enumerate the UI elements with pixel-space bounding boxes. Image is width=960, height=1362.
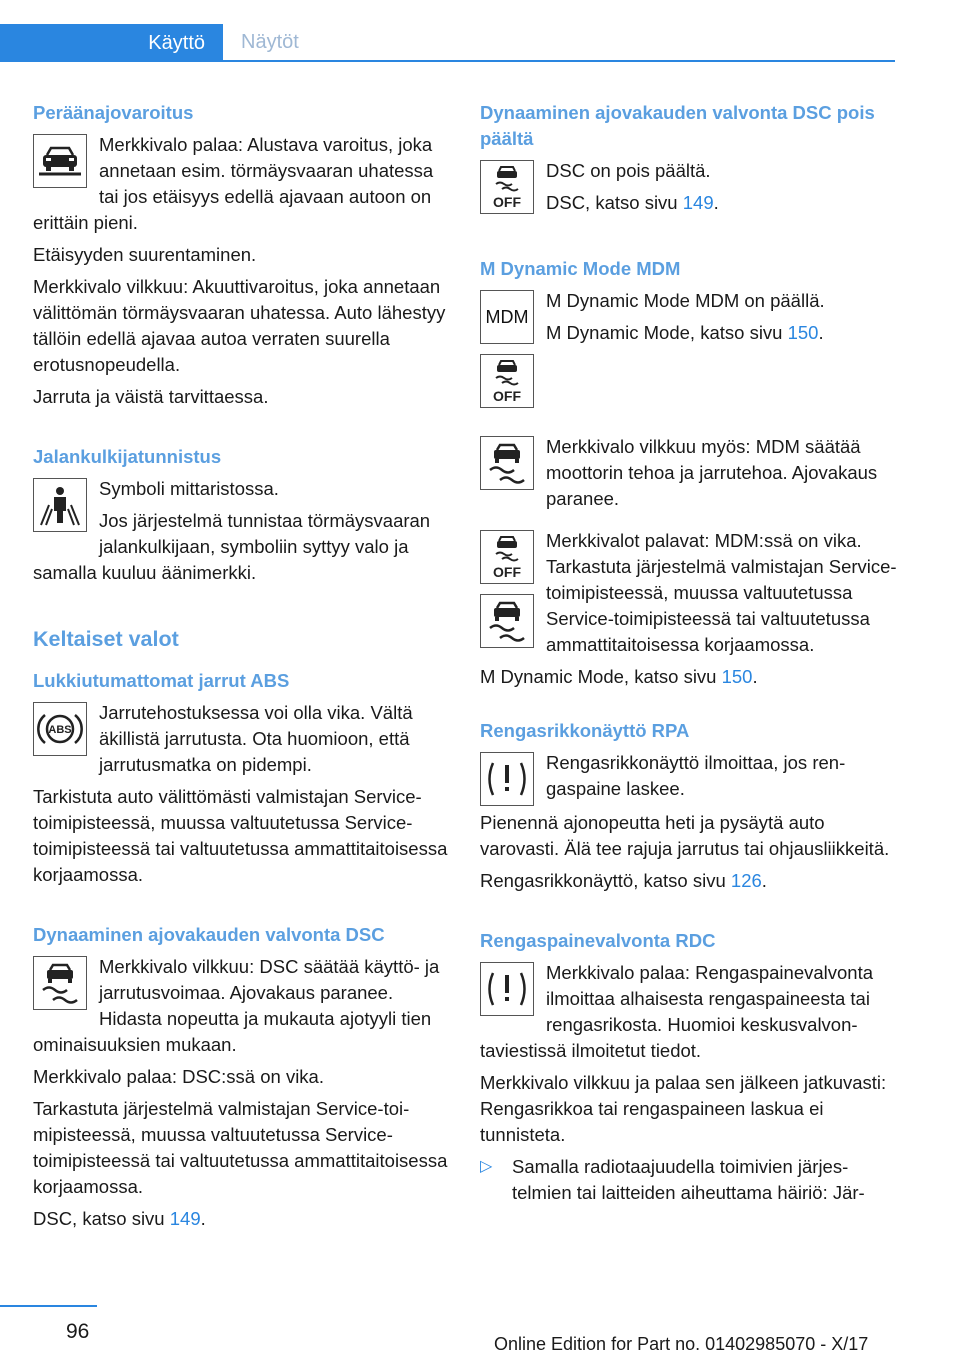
text: M Dynamic Mode, katso sivu <box>480 666 722 687</box>
paragraph: Tarkastuta järjestelmä valmistajan Service-toimipisteessä, muussa valtuutetussa Service-toimipisteessä tai valtuutetussa ammattitaitoisessa korjaamossa. <box>33 1098 448 1197</box>
section-heading: M Dynamic Mode MDM <box>480 258 681 279</box>
bullet-item <box>480 1154 898 1206</box>
section-heading: Jalankulkijatunnistus <box>33 446 222 467</box>
svg-text:ABS: ABS <box>48 724 72 736</box>
tab-kaytto[interactable]: Käyttö <box>0 24 223 62</box>
text: DSC, katso sivu <box>33 1208 170 1229</box>
svg-text:OFF: OFF <box>493 194 521 210</box>
dsc-icon <box>33 956 87 1010</box>
page-link-149[interactable]: 149 <box>682 192 714 213</box>
bullet-text: Samalla radiotaajuudella toimivien järjestelmien tai laitteiden aiheuttama häiriö: Jär- <box>512 1156 865 1203</box>
left-column <box>33 100 448 1266</box>
paragraph: Etäisyyden suurentaminen. <box>33 244 257 265</box>
paragraph <box>480 320 898 346</box>
paragraph <box>480 664 898 690</box>
text: Rengasrikkonäyttö, katso sivu <box>480 870 731 891</box>
paragraph: Jarruta ja väistä tarvittaessa. <box>33 386 269 407</box>
text: DSC, katso sivu <box>546 192 683 213</box>
paragraph: Merkkivalo palaa: Rengaspainevalvonta ilmoittaa alhaisesta rengaspaineesta tai rengasrikosta. Huomioi keskusvalvontaviestissä ilmoitetut tiedot. <box>480 962 874 1061</box>
paragraph: Jos järjestelmä tunnistaa törmäysvaaran jalankulkijaan, symboliin syttyy valo ja samalla kuuluu äänimerkki. <box>33 510 431 583</box>
icon-stack <box>480 288 534 418</box>
text: . <box>752 666 758 687</box>
paragraph: Symboli mittaristossa. <box>99 478 279 499</box>
section-heading: Rengasrikkonäyttö RPA <box>480 720 690 741</box>
page-link-150[interactable]: 150 <box>787 322 819 343</box>
section-jalankulkijatunnistus <box>33 444 448 592</box>
section-heading: Peräänajovaroitus <box>33 102 194 123</box>
paragraph: Merkkivalo vilkkuu ja palaa sen jälkeen jatkuvasti: Rengasrikkoa tai rengaspaineen laskua ei tunnisteta. <box>480 1072 887 1145</box>
header-tabbar <box>0 24 895 62</box>
section-peraanajovaroitus <box>33 100 448 410</box>
section-dsc-off <box>480 100 898 222</box>
section-mdm <box>480 256 898 690</box>
paragraph: Tarkistuta auto välittömästi valmistajan Service-toimipisteessä, muussa valtuutetussa Service-toimipisteessä tai valtuutetussa ammattitaitoisessa korjaamossa. <box>33 786 448 885</box>
paragraph <box>33 1206 448 1232</box>
text: . <box>818 322 824 343</box>
tab-naytot[interactable]: Näytöt <box>241 30 299 53</box>
section-heading: Lukkiutumattomat jarrut ABS <box>33 670 290 691</box>
section-rpa <box>480 718 898 894</box>
svg-text:OFF: OFF <box>493 388 521 404</box>
paragraph: Rengasrikkonäyttö ilmoittaa, jos rengaspaine laskee. <box>546 752 846 799</box>
triangle-bullet-icon: ▷ <box>480 1158 493 1175</box>
right-column <box>480 100 898 1240</box>
abs-icon <box>33 702 87 756</box>
page-number: 96 <box>66 1320 90 1343</box>
paragraph: Merkkivalo vilkkuu myös: MDM säätää moottorin tehoa ja jarrutehoa. Ajovakaus paranee. <box>546 436 878 509</box>
paragraph: Merkkivalo palaa: DSC:ssä on vika. <box>33 1066 324 1087</box>
tabbar-underline <box>0 60 895 62</box>
dsc-icon <box>480 594 534 648</box>
page-link-150[interactable]: 150 <box>721 666 753 687</box>
footer-rule <box>0 1305 97 1307</box>
paragraph: Jarrutehostuksessa voi olla vika. Vältä äkillistä jarrutusta. Ota huomioon, että jarrutusmatka on pidempi. <box>99 702 413 775</box>
paragraph: Pienennä ajonopeutta heti ja pysäytä auto varovasti. Älä tee rajuja jarrutus tai ohjausliikkeitä. <box>480 812 890 859</box>
pedestrian-warning-icon <box>33 478 87 532</box>
dsc-icon <box>480 436 534 490</box>
text: . <box>200 1208 206 1229</box>
collision-warning-icon <box>33 134 87 188</box>
section-abs <box>33 668 448 888</box>
tire-warning-icon <box>480 752 534 806</box>
icon-stack <box>480 528 534 658</box>
paragraph <box>480 868 898 894</box>
paragraph: Merkkivalo vilkkuu: Akuuttivaroitus, joka annetaan välittömän törmäysvaaran uhatessa. Auto lähestyy tällöin edellä ajavaa autoa verraten suurella erotusnopeudella. <box>33 276 446 375</box>
paragraph: M Dynamic Mode MDM on päällä. <box>546 290 825 311</box>
chapter-heading: Keltaiset valot <box>33 627 179 651</box>
section-dsc <box>33 922 448 1232</box>
section-heading: Rengaspainevalvonta RDC <box>480 930 716 951</box>
footer-edition: Online Edition for Part no. 01402985070 - X/17 <box>494 1334 869 1354</box>
page-link-149[interactable]: 149 <box>169 1208 201 1229</box>
svg-text:OFF: OFF <box>493 564 521 580</box>
paragraph: DSC on pois päältä. <box>546 160 711 181</box>
page-link-126[interactable]: 126 <box>730 870 762 891</box>
dsc-off-icon <box>480 354 534 408</box>
mdm-icon: MDM <box>480 290 534 344</box>
dsc-off-icon <box>480 160 534 214</box>
text: M Dynamic Mode, katso sivu <box>546 322 788 343</box>
section-heading: Dynaaminen ajovakauden valvonta DSC <box>33 924 385 945</box>
text: . <box>713 192 719 213</box>
paragraph: Merkkivalo palaa: Alustava varoitus, joka annetaan esim. törmäysvaaran uhatessa tai jos etäisyys edellä ajavaan autoon on erittäin pieni. <box>33 134 434 233</box>
paragraph: Merkkivalot palavat: MDM:ssä on vika. Tarkastuta järjestelmä valmistajan Service-toimipisteessä, muussa valtuutetussa Service-toimipisteessä tai valtuutetussa ammattitaitoisessa korjaamossa. <box>546 530 897 655</box>
paragraph <box>480 190 898 216</box>
section-rdc <box>480 928 898 1206</box>
paragraph: Merkkivalo vilkkuu: DSC säätää käyttö- ja jarrutusvoimaa. Ajovakaus paranee. Hidasta nopeutta ja mukauta ajotyyli tien ominaisuuksien mukaan. <box>33 956 440 1055</box>
tire-pressure-icon <box>480 962 534 1016</box>
text: . <box>761 870 767 891</box>
dsc-off-icon <box>480 530 534 584</box>
section-heading: Dynaaminen ajovakauden valvonta DSC pois päältä <box>480 102 875 149</box>
